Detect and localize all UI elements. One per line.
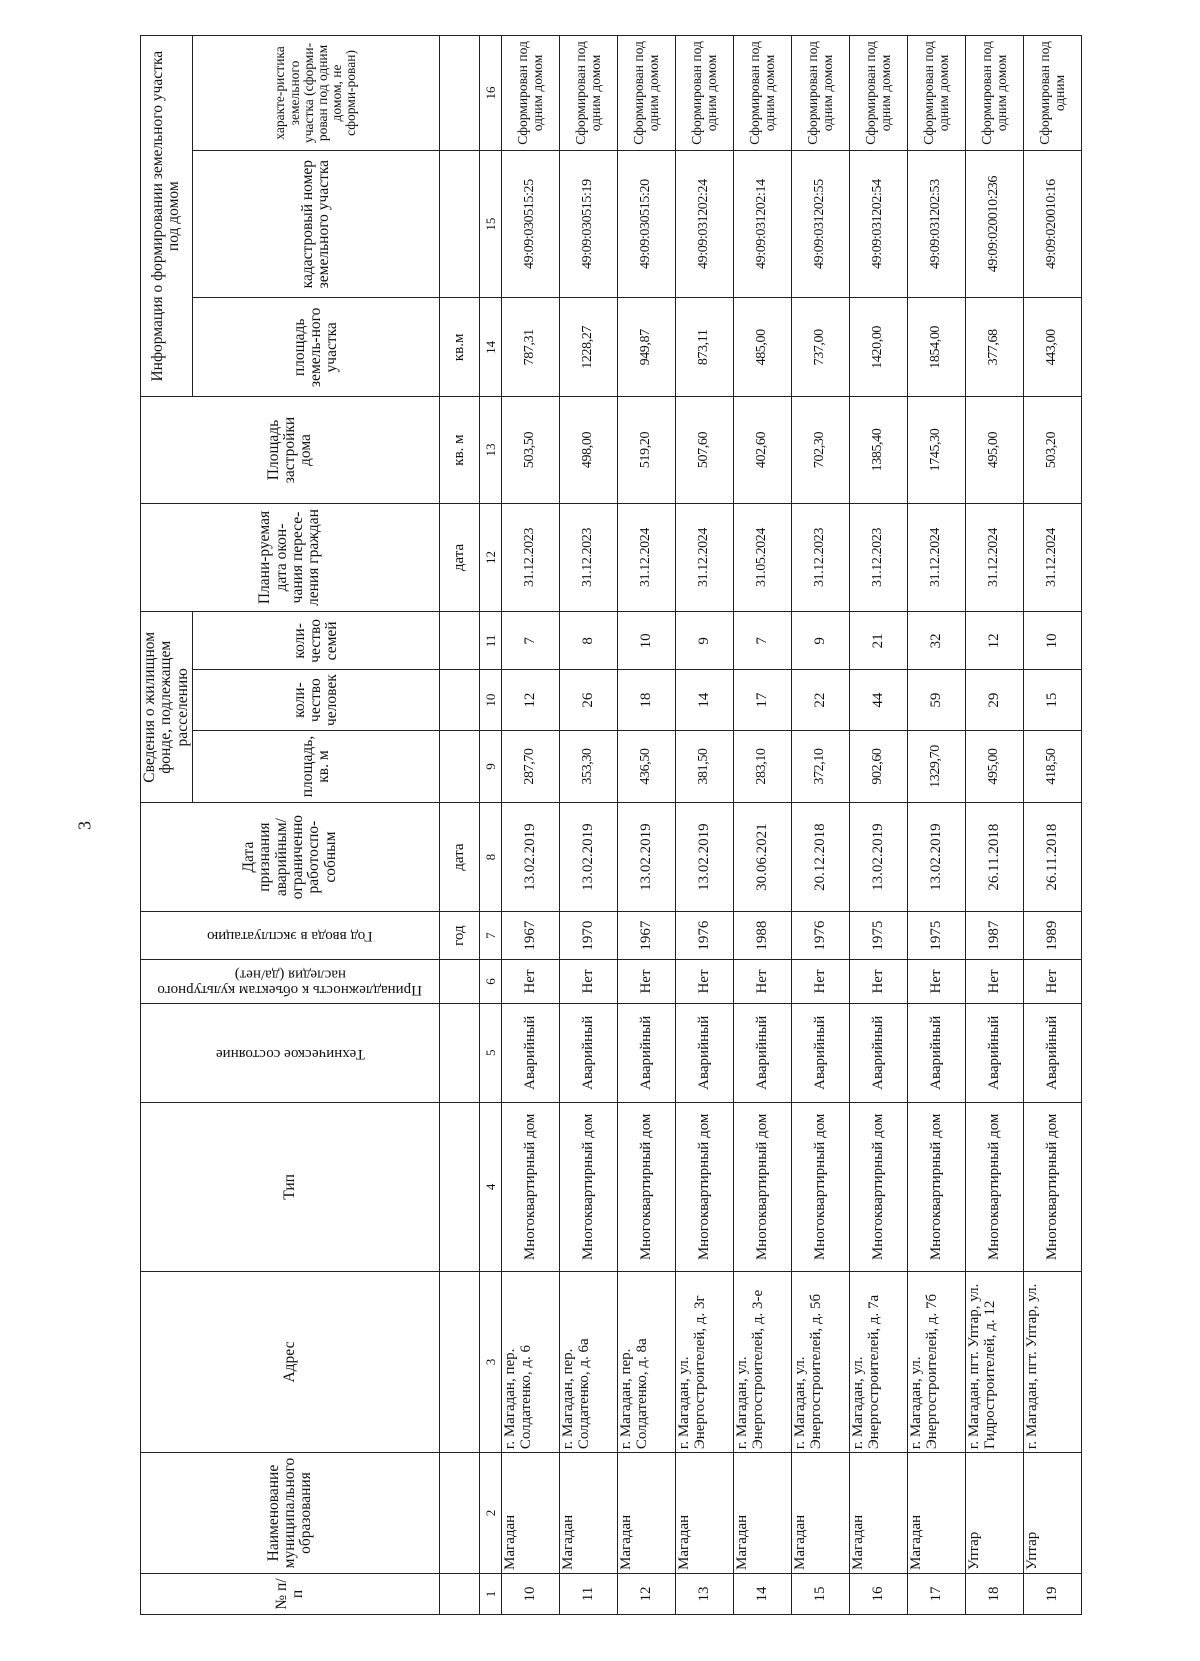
col-index: 6	[480, 960, 502, 1003]
col-index: 11	[480, 612, 502, 670]
col-index: 7	[480, 911, 502, 959]
col-index: 8	[480, 803, 502, 912]
cell-type: Многоквартирный дом	[850, 1102, 908, 1271]
cell-land-char: Сформирован под одним домом	[502, 36, 560, 151]
cell-people-count: 15	[1024, 670, 1082, 730]
cell-land-char: Сформирован под одним домом	[908, 36, 966, 151]
cell-land-area: 949,87	[618, 298, 676, 397]
cell-tech-state: Аварийный	[502, 1003, 560, 1102]
cell-emergency-date: 13.02.2019	[850, 803, 908, 912]
cell-address: г. Магадан, пгт. Уптар, ул.	[1024, 1271, 1082, 1452]
cell-emergency-date: 13.02.2019	[908, 803, 966, 912]
cell-cadastral: 49:09:030515:19	[560, 150, 618, 297]
cell-address: г. Магадан, ул. Энергостроителей, д. 7б	[908, 1271, 966, 1452]
cell-building-area: 519,20	[618, 397, 676, 503]
cell-area-living: 381,50	[676, 730, 734, 802]
cell-type: Многоквартирный дом	[502, 1102, 560, 1271]
cell-heritage: Нет	[908, 960, 966, 1003]
unit-date-planned: дата	[440, 503, 480, 612]
cell-area-living: 372,10	[792, 730, 850, 802]
cell-planned-date: 31.05.2024	[734, 503, 792, 612]
page-number: 3	[74, 821, 95, 830]
header-planned-date: Плани-руемая дата окон-чания пересе-ления граждан	[141, 503, 440, 612]
cell-year: 1975	[850, 911, 908, 959]
units-row	[440, 36, 480, 1615]
cell-cadastral: 49:09:031202:54	[850, 150, 908, 297]
table-row	[560, 36, 618, 1615]
header-land-char: характе-ристика земельного участка (сформи-рован под одним домом, не сформи-рован)	[192, 36, 439, 151]
cell-building-area: 503,50	[502, 397, 560, 503]
cell-emergency-date: 13.02.2019	[618, 803, 676, 912]
cell-year: 1967	[618, 911, 676, 959]
cell-building-area: 498,00	[560, 397, 618, 503]
cell-address: г. Магадан, пер. Солдатенко, д. 8а	[618, 1271, 676, 1452]
cell-mo-name: Уптар	[1024, 1453, 1082, 1574]
cell-emergency-date: 13.02.2019	[502, 803, 560, 912]
cell-emergency-date: 26.11.2018	[1024, 803, 1082, 912]
cell-mo-name: Магадан	[502, 1453, 560, 1574]
cell-tech-state: Аварийный	[560, 1003, 618, 1102]
cell-cadastral: 49:09:020010:236	[966, 150, 1024, 297]
cell-planned-date: 31.12.2023	[502, 503, 560, 612]
cell-year: 1987	[966, 911, 1024, 959]
header-area-living: площадь, кв. м	[192, 730, 439, 802]
cell-year: 1988	[734, 911, 792, 959]
cell-family-count: 12	[966, 612, 1024, 670]
cell-people-count: 17	[734, 670, 792, 730]
cell-family-count: 9	[676, 612, 734, 670]
housing-table	[140, 35, 1082, 1615]
header-family-count: коли-чество семей	[192, 612, 439, 670]
cell-building-area: 402,60	[734, 397, 792, 503]
cell-mo-name: Магадан	[908, 1453, 966, 1574]
cell-planned-date: 31.12.2023	[560, 503, 618, 612]
cell-tech-state: Аварийный	[908, 1003, 966, 1102]
cell-year: 1976	[676, 911, 734, 959]
cell-land-area: 1228,27	[560, 298, 618, 397]
cell-mo-name: Магадан	[792, 1453, 850, 1574]
cell-land-char: Сформирован под одним домом	[676, 36, 734, 151]
col-index: 15	[480, 150, 502, 297]
cell-planned-date: 31.12.2024	[1024, 503, 1082, 612]
cell-heritage: Нет	[966, 960, 1024, 1003]
cell-land-area: 787,31	[502, 298, 560, 397]
cell-people-count: 26	[560, 670, 618, 730]
cell-people-count: 14	[676, 670, 734, 730]
cell-cadastral: 49:09:030515:25	[502, 150, 560, 297]
cell-building-area: 702,30	[792, 397, 850, 503]
cell-cadastral: 49:09:031202:24	[676, 150, 734, 297]
cell-planned-date: 31.12.2024	[966, 503, 1024, 612]
cell-emergency-date: 26.11.2018	[966, 803, 1024, 912]
cell-area-living: 418,50	[1024, 730, 1082, 802]
cell-area-living: 353,30	[560, 730, 618, 802]
table-row	[966, 36, 1024, 1615]
cell-heritage: Нет	[502, 960, 560, 1003]
cell-cadastral: 49:09:030515:20	[618, 150, 676, 297]
cell-cadastral: 49:09:031202:14	[734, 150, 792, 297]
cell-heritage: Нет	[618, 960, 676, 1003]
cell-land-area: 377,68	[966, 298, 1024, 397]
cell-cadastral: 49:09:020010:16	[1024, 150, 1082, 297]
cell-heritage: Нет	[734, 960, 792, 1003]
cell-people-count: 29	[966, 670, 1024, 730]
cell-building-area: 495,00	[966, 397, 1024, 503]
cell-area-living: 1329,70	[908, 730, 966, 802]
cell-people-count: 44	[850, 670, 908, 730]
table-row	[676, 36, 734, 1615]
rotated-table-container	[140, 35, 1140, 1615]
header-land-area: площадь земель-ного участка	[192, 298, 439, 397]
header-heritage	[141, 960, 440, 1003]
cell-area-living: 902,60	[850, 730, 908, 802]
cell-land-area: 873,11	[676, 298, 734, 397]
cell-planned-date: 31.12.2024	[618, 503, 676, 612]
cell-land-area: 485,00	[734, 298, 792, 397]
cell-address: г. Магадан, пер. Солдатенко, д. 6а	[560, 1271, 618, 1452]
cell-type: Многоквартирный дом	[966, 1102, 1024, 1271]
cell-address: г. Магадан, пгт. Уптар, ул. Гидростроителей, д. 12	[966, 1271, 1024, 1452]
cell-land-area: 737,00	[792, 298, 850, 397]
col-index: 14	[480, 298, 502, 397]
cell-land-char: Сформирован под одним	[1024, 36, 1082, 151]
cell-family-count: 10	[618, 612, 676, 670]
cell-mo-name: Магадан	[734, 1453, 792, 1574]
cell-mo-name: Магадан	[618, 1453, 676, 1574]
cell-type: Многоквартирный дом	[792, 1102, 850, 1271]
cell-emergency-date: 20.12.2018	[792, 803, 850, 912]
cell-num: 16	[850, 1573, 908, 1614]
unit-date-emergency: дата	[440, 803, 480, 912]
cell-cadastral: 49:09:031202:53	[908, 150, 966, 297]
cell-tech-state: Аварийный	[734, 1003, 792, 1102]
cell-num: 18	[966, 1573, 1024, 1614]
cell-address: г. Магадан, ул. Энергостроителей, д. 7а	[850, 1271, 908, 1452]
cell-emergency-date: 13.02.2019	[560, 803, 618, 912]
cell-num: 14	[734, 1573, 792, 1614]
cell-area-living: 495,00	[966, 730, 1024, 802]
cell-mo-name: Уптар	[966, 1453, 1024, 1574]
table-header	[141, 36, 502, 1615]
header-year-text: Год ввода в эксплуатацию	[207, 928, 373, 945]
document-area	[140, 35, 1200, 1615]
table-row	[502, 36, 560, 1615]
cell-family-count: 10	[1024, 612, 1082, 670]
cell-family-count: 8	[560, 612, 618, 670]
cell-type: Многоквартирный дом	[908, 1102, 966, 1271]
cell-land-char: Сформирован под одним домом	[560, 36, 618, 151]
cell-family-count: 21	[850, 612, 908, 670]
cell-address: г. Магадан, ул. Энергостроителей, д. 3-е	[734, 1271, 792, 1452]
col-index: 4	[480, 1102, 502, 1271]
table-row	[850, 36, 908, 1615]
cell-area-living: 436,50	[618, 730, 676, 802]
table-row	[734, 36, 792, 1615]
header-tech-state	[141, 1003, 440, 1102]
cell-people-count: 12	[502, 670, 560, 730]
cell-year: 1970	[560, 911, 618, 959]
cell-heritage: Нет	[676, 960, 734, 1003]
unit-land-area: кв.м	[440, 298, 480, 397]
header-year	[141, 911, 440, 959]
cell-cadastral: 49:09:031202:55	[792, 150, 850, 297]
cell-emergency-date: 13.02.2019	[676, 803, 734, 912]
header-heritage-text: Принадлежность к объектам культурного наследия (да/нет)	[157, 966, 423, 999]
unit-year: год	[440, 911, 480, 959]
cell-land-char: Сформирован под одним домом	[618, 36, 676, 151]
cell-num: 10	[502, 1573, 560, 1614]
cell-emergency-date: 30.06.2021	[734, 803, 792, 912]
cell-land-char: Сформирован под одним домом	[734, 36, 792, 151]
cell-type: Многоквартирный дом	[560, 1102, 618, 1271]
cell-family-count: 7	[734, 612, 792, 670]
header-people-count: коли-чество человек	[192, 670, 439, 730]
cell-heritage: Нет	[1024, 960, 1082, 1003]
col-index: 1	[480, 1573, 502, 1614]
cell-mo-name: Магадан	[850, 1453, 908, 1574]
cell-num: 12	[618, 1573, 676, 1614]
cell-planned-date: 31.12.2024	[676, 503, 734, 612]
cell-year: 1967	[502, 911, 560, 959]
cell-address: г. Магадан, пер. Солдатенко, д. 6	[502, 1271, 560, 1452]
cell-family-count: 7	[502, 612, 560, 670]
cell-land-char: Сформирован под одним домом	[850, 36, 908, 151]
header-num: № п/п	[141, 1573, 440, 1614]
cell-planned-date: 31.12.2024	[908, 503, 966, 612]
cell-building-area: 1745,30	[908, 397, 966, 503]
cell-num: 17	[908, 1573, 966, 1614]
col-index: 13	[480, 397, 502, 503]
cell-address: г. Магадан, ул. Энергостроителей, д. 5б	[792, 1271, 850, 1452]
header-emergency-date: Дата признания аварийным/ограниченно работоспо-собным	[141, 803, 440, 912]
header-cadastral: кадастровый номер земельного участка	[192, 150, 439, 297]
header-address: Адрес	[141, 1271, 440, 1452]
cell-num: 13	[676, 1573, 734, 1614]
cell-heritage: Нет	[792, 960, 850, 1003]
column-index-row	[480, 36, 502, 1615]
cell-land-char: Сформирован под одним домом	[966, 36, 1024, 151]
table-row	[618, 36, 676, 1615]
header-land-info: Информация о формировании земельного участка под домом	[141, 36, 193, 397]
col-index: 3	[480, 1271, 502, 1452]
col-index: 10	[480, 670, 502, 730]
table-row	[908, 36, 966, 1615]
table-row	[792, 36, 850, 1615]
cell-planned-date: 31.12.2023	[792, 503, 850, 612]
cell-num: 15	[792, 1573, 850, 1614]
cell-tech-state: Аварийный	[966, 1003, 1024, 1102]
col-index: 2	[480, 1453, 502, 1574]
cell-mo-name: Магадан	[560, 1453, 618, 1574]
col-index: 16	[480, 36, 502, 151]
cell-land-area: 443,00	[1024, 298, 1082, 397]
cell-family-count: 32	[908, 612, 966, 670]
unit-building-area: кв. м	[440, 397, 480, 503]
cell-year: 1989	[1024, 911, 1082, 959]
cell-building-area: 503,20	[1024, 397, 1082, 503]
cell-people-count: 18	[618, 670, 676, 730]
cell-land-char: Сформирован под одним домом	[792, 36, 850, 151]
header-building-area: Площадь застройки дома	[141, 397, 440, 503]
header-housing-fund: Сведения о жилищном фонде, подлежащем расселению	[141, 612, 193, 803]
cell-building-area: 507,60	[676, 397, 734, 503]
col-index: 12	[480, 503, 502, 612]
cell-area-living: 283,10	[734, 730, 792, 802]
cell-building-area: 1385,40	[850, 397, 908, 503]
cell-tech-state: Аварийный	[1024, 1003, 1082, 1102]
cell-tech-state: Аварийный	[792, 1003, 850, 1102]
cell-mo-name: Магадан	[676, 1453, 734, 1574]
cell-tech-state: Аварийный	[850, 1003, 908, 1102]
cell-year: 1975	[908, 911, 966, 959]
table-body	[502, 36, 1082, 1615]
cell-type: Многоквартирный дом	[1024, 1102, 1082, 1271]
cell-heritage: Нет	[850, 960, 908, 1003]
cell-tech-state: Аварийный	[676, 1003, 734, 1102]
cell-land-area: 1420,00	[850, 298, 908, 397]
cell-heritage: Нет	[560, 960, 618, 1003]
cell-num: 19	[1024, 1573, 1082, 1614]
cell-type: Многоквартирный дом	[734, 1102, 792, 1271]
cell-people-count: 22	[792, 670, 850, 730]
header-tech-state-text: Техническое состояние	[215, 1045, 365, 1062]
cell-land-area: 1854,00	[908, 298, 966, 397]
cell-type: Многоквартирный дом	[676, 1102, 734, 1271]
cell-num: 11	[560, 1573, 618, 1614]
table-row	[1024, 36, 1082, 1615]
cell-type: Многоквартирный дом	[618, 1102, 676, 1271]
col-index: 9	[480, 730, 502, 802]
col-index: 5	[480, 1003, 502, 1102]
cell-family-count: 9	[792, 612, 850, 670]
cell-planned-date: 31.12.2023	[850, 503, 908, 612]
cell-people-count: 59	[908, 670, 966, 730]
cell-address: г. Магадан, ул. Энергостроителей, д. 3г	[676, 1271, 734, 1452]
header-mo-name: Наименование муниципального образования	[141, 1453, 440, 1574]
header-type: Тип	[141, 1102, 440, 1271]
cell-tech-state: Аварийный	[618, 1003, 676, 1102]
cell-area-living: 287,70	[502, 730, 560, 802]
cell-year: 1976	[792, 911, 850, 959]
